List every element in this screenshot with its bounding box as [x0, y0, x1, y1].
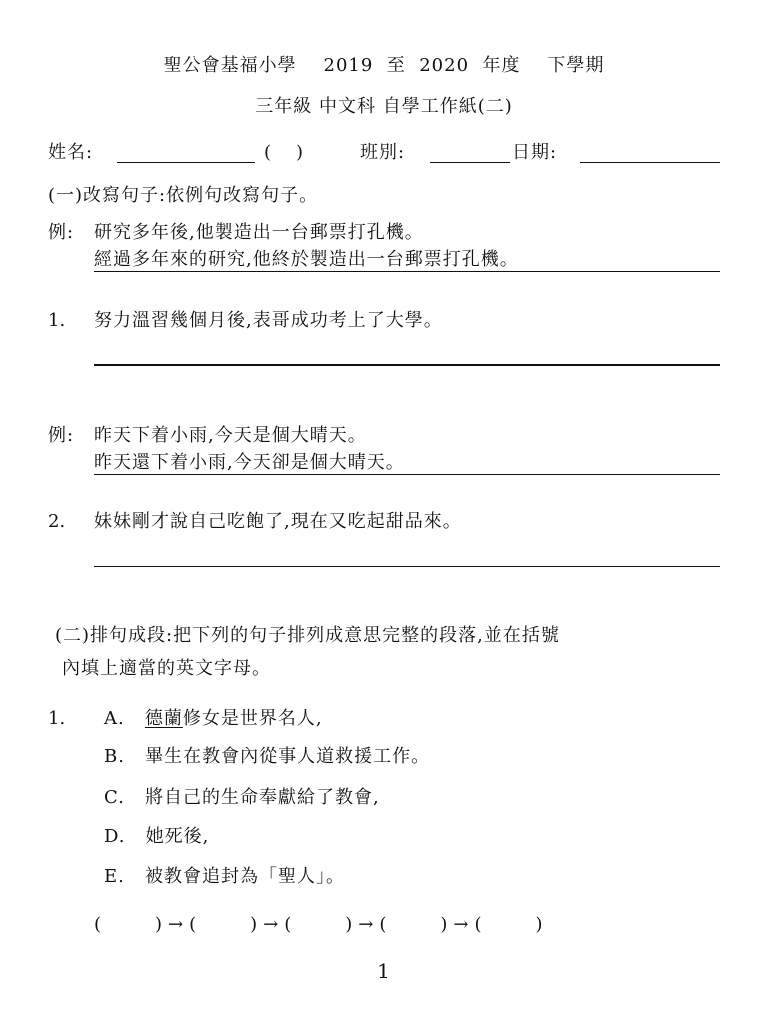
section1-heading: (一)改寫句子:依例句改寫句子。 — [48, 185, 319, 206]
option-e — [104, 866, 345, 888]
year-from: 2019 — [323, 55, 374, 76]
question2-text: 妹妹剛才說自己吃飽了,現在又吃起甜品來。 — [94, 511, 462, 532]
name-blank[interactable] — [117, 162, 255, 163]
class-label: 班別: — [360, 142, 406, 163]
question1-answer-line[interactable] — [94, 364, 720, 366]
option-text: 將自己的生命奉獻給了教會, — [145, 787, 380, 808]
class-number-paren-right: ) — [296, 142, 305, 163]
option-text: 修女是世界名人, — [182, 708, 323, 729]
example1-original: 研究多年後,他製造出一台郵票打孔機。 — [94, 222, 424, 243]
year-word: 年度 — [482, 55, 521, 76]
option-text: 畢生在教會內從事人道救援工作。 — [145, 746, 431, 767]
worksheet-subtitle: 三年級 中文科 自學工作紙(二) — [255, 96, 513, 117]
example2-underline — [94, 474, 720, 475]
example2-rewritten: 昨天還下着小雨,今天卻是個大晴天。 — [94, 452, 405, 473]
option-d — [104, 826, 209, 848]
option-b — [104, 746, 430, 768]
option-text: 她死後, — [145, 826, 210, 847]
option-letter: E. — [104, 866, 125, 887]
name-label: 姓名: — [48, 142, 94, 163]
example2-original: 昨天下着小雨,今天是個大晴天。 — [94, 425, 367, 446]
option-c — [104, 787, 380, 809]
example1-underline — [94, 271, 720, 272]
question1-text: 努力溫習幾個月後,表哥成功考上了大學。 — [94, 310, 443, 331]
section2-heading-line1: (二)排句成段:把下列的句子排列成意思完整的段落,並在括號 — [55, 625, 560, 646]
example1-rewritten: 經過多年來的研究,他終於製造出一台郵票打孔機。 — [94, 249, 519, 270]
year-to-word: 至 — [386, 55, 406, 76]
date-label: 日期: — [512, 142, 558, 163]
question1-number: 1. — [48, 310, 66, 331]
page-number: 1 — [377, 959, 391, 983]
option-letter: C. — [104, 787, 125, 808]
class-blank[interactable] — [430, 162, 510, 163]
option-text: 被教會追封為「聖人」。 — [145, 866, 346, 887]
worksheet-title — [0, 55, 768, 77]
term: 下學期 — [547, 55, 605, 76]
option-letter: D. — [104, 826, 126, 847]
option-letter: B. — [104, 746, 125, 767]
class-number-paren-left: ( — [264, 142, 273, 163]
example1-label: 例: — [48, 222, 75, 243]
year-to: 2020 — [419, 55, 470, 76]
question2-number: 2. — [48, 511, 66, 532]
answer-sequence-brackets[interactable]: ( )→( )→( )→( )→( ) — [94, 914, 549, 935]
proper-name-underlined: 德蘭 — [144, 708, 183, 729]
section2-heading-line2: 內填上適當的英文字母。 — [62, 658, 271, 679]
school-name: 聖公會基福小學 — [163, 55, 297, 76]
example2-label: 例: — [48, 425, 75, 446]
option-a — [104, 708, 323, 730]
question2-answer-line[interactable] — [94, 566, 720, 567]
date-blank[interactable] — [580, 162, 720, 163]
section2-question1-number: 1. — [48, 708, 66, 729]
option-letter: A. — [104, 708, 125, 729]
